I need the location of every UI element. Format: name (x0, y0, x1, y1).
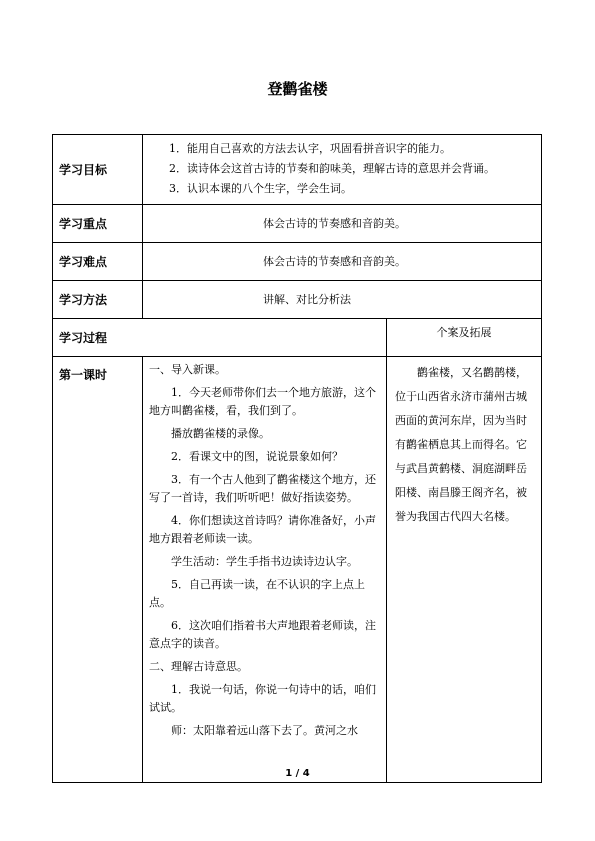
methods-text: 讲解、对比分析法 (143, 281, 542, 319)
goal-item: 1．能用自己喜欢的方法去认字，巩固看拼音识字的能力。 (169, 142, 451, 155)
lesson-paragraph: 播放鹳雀楼的录像。 (171, 427, 270, 440)
side-header: 个案及拓展 (387, 319, 542, 357)
goal-item: 2．读诗体会这首古诗的节奏和韵味美，理解古诗的意思并会背诵。 (169, 162, 495, 175)
goals-content (143, 135, 542, 205)
goal-item: 3．认识本课的八个生字，学会生词。 (169, 182, 352, 195)
lesson-body (143, 357, 387, 783)
difficulties-row (53, 243, 542, 281)
methods-row (53, 281, 542, 319)
key-points-text: 体会古诗的节奏感和音韵美。 (143, 205, 542, 243)
methods-label: 学习方法 (53, 281, 143, 319)
page-number: 1 / 4 (285, 768, 310, 779)
key-points-row (53, 205, 542, 243)
section-heading: 二、理解古诗意思。 (149, 660, 248, 673)
lesson-paragraph: 1．我说一句话，你说一句诗中的话，咱们试试。 (149, 683, 376, 714)
side-notes (387, 357, 542, 783)
difficulties-label: 学习难点 (53, 243, 143, 281)
lesson-plan-table (52, 134, 542, 783)
lesson-paragraph: 5．自己再读一读，在不认识的字上点上点。 (149, 578, 365, 609)
process-label: 学习过程 (53, 319, 387, 357)
goals-row (53, 135, 542, 205)
lesson-paragraph: 2．看课文中的图，说说景象如何？ (171, 450, 343, 463)
section-heading: 一、导入新课。 (149, 363, 226, 376)
lesson-paragraph: 师：太阳靠着远山落下去了。黄河之水 (171, 724, 358, 737)
lesson-paragraph: 学生活动：学生手指书边读诗边认字。 (171, 555, 358, 568)
document-title: 登鹳雀楼 (267, 80, 328, 98)
difficulties-text: 体会古诗的节奏感和音韵美。 (143, 243, 542, 281)
side-paragraph: 鹳雀楼，又名鹳鹊楼，位于山西省永济市蒲州古城西面的黄河东岸，因为当时有鹳雀栖息其上而得名。它与武昌黄鹤楼、洞庭湖畔岳阳楼、南昌滕王阁齐名，被誉为我国古代四大名楼。 (395, 366, 527, 523)
lesson-label: 第一课时 (53, 357, 143, 783)
lesson-paragraph: 1．今天老师带你们去一个地方旅游，这个地方叫鹳雀楼，看，我们到了。 (149, 386, 376, 417)
lesson-paragraph: 6．这次咱们指着书大声地跟着老师读，注意点字的读音。 (149, 619, 376, 650)
process-header-row (53, 319, 542, 357)
lesson-paragraph: 3．有一个古人他到了鹳雀楼这个地方，还写了一首诗，我们听听吧！做好指读姿势。 (149, 473, 376, 504)
goals-label: 学习目标 (53, 135, 143, 205)
lesson-paragraph: 4．你们想读这首诗吗？请你准备好，小声地方跟着老师读一读。 (149, 514, 376, 545)
key-points-label: 学习重点 (53, 205, 143, 243)
lesson-row (53, 357, 542, 783)
